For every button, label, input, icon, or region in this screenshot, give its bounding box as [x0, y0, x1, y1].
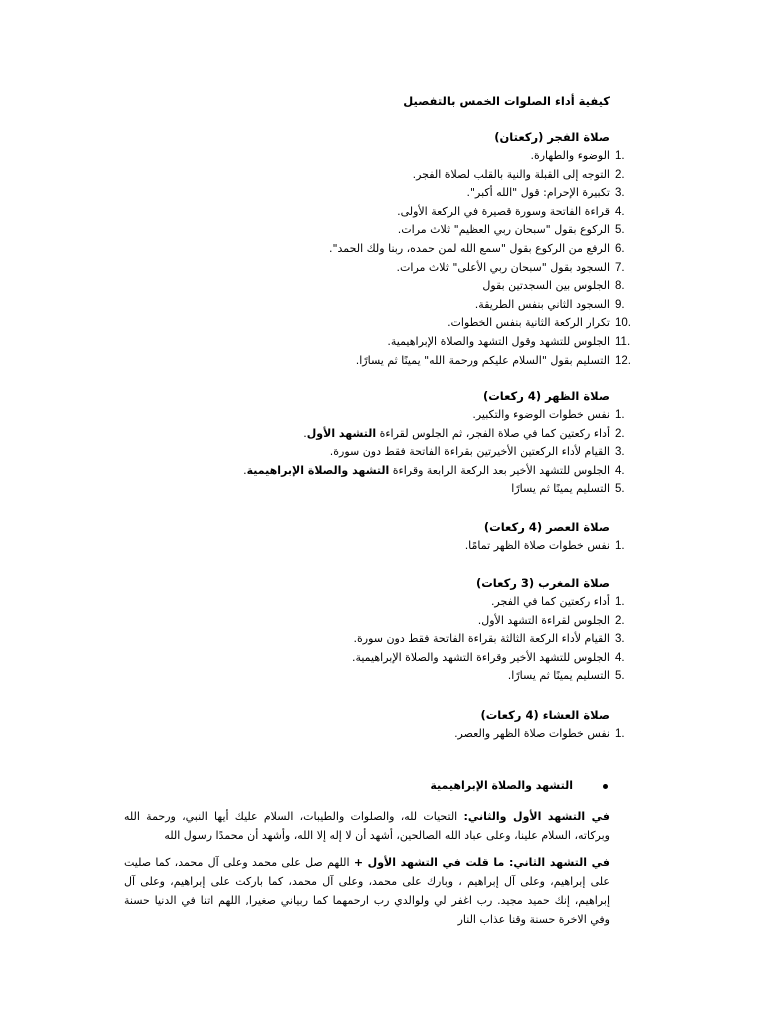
step-text: القيام لأداء الركعتين الأخيرتين بقراءة الفاتحة فقط دون سورة. [329, 445, 610, 459]
steps-list [123, 537, 643, 556]
step-text: نفس خطوات صلاة الظهر والعصر. [454, 727, 610, 740]
list-item [123, 240, 643, 259]
step-number: 4. [615, 651, 625, 664]
section-asr [123, 518, 643, 556]
list-item [123, 649, 643, 668]
step-number: 5. [615, 483, 625, 496]
list-item [123, 184, 643, 203]
step-number: 3. [615, 187, 625, 200]
step-text: تكبيرة الإحرام: قول "الله أكبر". [466, 186, 610, 200]
ibrahimiyya-paragraph [124, 853, 610, 929]
step-text: قراءة الفاتحة وسورة قصيرة في الركعة الأولى. [397, 204, 610, 218]
bullet-item [430, 779, 608, 792]
step-number: 1. [615, 596, 625, 608]
step-number: 1. [615, 540, 625, 552]
step-number: 4. [615, 205, 625, 218]
step-text: الركوع بقول "سبحان ربي العظيم" ثلاث مرات. [397, 223, 610, 237]
steps-list [123, 593, 643, 686]
step-tail: . [243, 463, 247, 477]
list-item [123, 667, 643, 686]
list-item [123, 462, 643, 481]
list-item [123, 593, 643, 612]
step-text: الجلوس بين السجدتين بقول [482, 279, 610, 293]
step-text: أداء ركعتين كما في صلاة الفجر، ثم الجلوس لقراءة [376, 426, 610, 440]
list-item [123, 630, 643, 649]
list-item [123, 277, 643, 296]
step-text: الجلوس للتشهد وقول التشهد والصلاة الإبراهيمية. [387, 334, 610, 348]
bullet-heading: التشهد والصلاة الإبراهيمية [430, 779, 573, 792]
section-heading: صلاة العصر (4 ركعات) [483, 520, 610, 534]
list-item [123, 425, 643, 444]
step-text: الجلوس للتشهد الأخير بعد الركعة الرابعة وقراءة [389, 463, 610, 477]
step-number: 5. [615, 224, 625, 237]
step-text: الوضوء والطهارة. [530, 149, 610, 162]
section-heading: صلاة الفجر (ركعتان) [494, 130, 610, 144]
paragraph-label: في التشهد الثاني: ما قلت في التشهد الأول + [353, 856, 610, 869]
step-number: 2. [615, 168, 625, 181]
list-item [123, 443, 643, 462]
list-item [123, 147, 643, 166]
steps-list [123, 725, 643, 744]
step-text: الجلوس لقراءة التشهد الأول. [477, 613, 610, 627]
step-text: التسليم بقول "السلام عليكم ورحمة الله" يمينًا ثم يسارًا. [355, 353, 610, 367]
list-item [123, 314, 643, 333]
step-text: تكرار الركعة الثانية بنفس الخطوات. [447, 316, 610, 330]
step-text: أداء ركعتين كما في الفجر. [490, 595, 610, 608]
step-number: 9. [615, 298, 625, 311]
tashahhud-paragraph [124, 807, 610, 845]
paragraph-text: اللهم صل على محمد وعلى آل محمد، كما صليت على إبراهيم، وعلى آل إبراهيم ، وبارك على محمد، وعلى آل محمد، كما باركت على إبراهيم، وعلى آل إبراهيم، إنك حميد مجيد. رب اغفر لي ولوالدي رب ارحمهما كما ربياني صغيرا, اللهم اتنا في الدنيا حسنة وفي الاخرة حسنة وقنا عذاب النار [124, 856, 610, 926]
step-bold-text: التشهد والصلاة الإبراهيمية [246, 463, 390, 477]
section-heading: صلاة الظهر (4 ركعات) [482, 389, 610, 403]
list-item [123, 203, 643, 222]
list-item [123, 480, 643, 499]
section-dhuhr [123, 387, 643, 499]
step-text: التسليم يمينًا ثم يسارًا. [507, 669, 610, 683]
step-text: الجلوس للتشهد الأخير وقراءة التشهد والصلاة الإبراهيمية. [351, 650, 610, 664]
document-title: كيفية أداء الصلوات الخمس بالتفصيل [403, 94, 610, 108]
step-number: 4. [615, 464, 625, 477]
step-text: الرفع من الركوع بقول "سمع الله لمن حمده، ربنا ولك الحمد". [328, 241, 610, 255]
step-tail: . [303, 426, 307, 440]
step-number: 8. [615, 280, 625, 293]
list-item [123, 406, 643, 425]
list-item [123, 612, 643, 631]
section-heading: صلاة المغرب (3 ركعات) [475, 576, 610, 590]
step-number: 3. [615, 446, 625, 459]
step-number: 1. [615, 409, 625, 421]
section-maghrib [123, 574, 643, 686]
step-text: التوجه إلى القبلة والنية بالقلب لصلاة الفجر. [412, 167, 610, 181]
list-item [123, 333, 643, 352]
step-text: نفس خطوات صلاة الظهر تمامًا. [464, 539, 610, 552]
step-number: 1. [615, 150, 625, 162]
step-number: 2. [615, 614, 625, 627]
steps-list [123, 147, 643, 370]
bullet-dot-icon [603, 784, 608, 789]
step-number: 11. [615, 335, 631, 348]
step-bold-text: التشهد الأول [306, 426, 377, 440]
list-item [123, 296, 643, 315]
paragraph-label: في التشهد الأول والثاني: [463, 810, 611, 823]
list-item [123, 221, 643, 240]
step-number: 7. [615, 261, 625, 274]
step-text: التسليم يمينًا ثم يسارًا [511, 482, 610, 496]
step-number: 12. [615, 354, 631, 367]
section-fajr [123, 128, 643, 370]
list-item [123, 537, 643, 556]
step-number: 2. [615, 427, 625, 440]
step-text: السجود بقول "سبحان ربي الأعلى" ثلاث مرات. [396, 260, 610, 274]
step-text: السجود الثاني بنفس الطريقة. [474, 297, 610, 311]
section-isha [123, 706, 643, 744]
step-number: 1. [615, 728, 625, 740]
step-text: القيام لأداء الركعة الثالثة بقراءة الفاتحة فقط دون سورة. [353, 632, 610, 646]
step-number: 6. [615, 242, 625, 255]
section-heading: صلاة العشاء (4 ركعات) [480, 708, 610, 722]
list-item [123, 352, 643, 371]
step-number: 10. [615, 317, 631, 330]
paragraph-text: التحيات لله، والصلوات والطيبات، السلام عليك أيها النبي، ورحمة الله وبركاته، السلام علينا، وعلى عباد الله الصالحين، أشهد أن لا إله إلا الله، وأشهد أن محمدًا رسول الله [124, 810, 610, 842]
list-item [123, 725, 643, 744]
step-number: 5. [615, 670, 625, 683]
list-item [123, 259, 643, 278]
steps-list [123, 406, 643, 499]
step-number: 3. [615, 633, 625, 646]
step-text: نفس خطوات الوضوء والتكبير. [472, 408, 610, 421]
list-item [123, 166, 643, 185]
